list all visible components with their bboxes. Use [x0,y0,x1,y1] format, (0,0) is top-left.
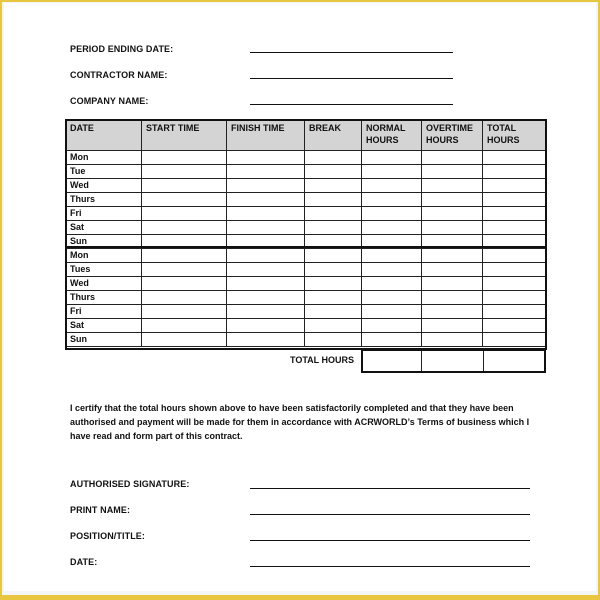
overtime-hours-cell[interactable] [422,165,483,179]
day-cell: Sat [66,221,142,235]
table-row [66,263,547,277]
table-row [66,193,547,207]
total-overtime-hours-cell[interactable] [422,351,483,371]
finish-time-cell[interactable] [227,333,305,347]
table-row [66,333,547,347]
column-header-overtime-hours: OVERTIME HOURS [422,121,483,151]
normal-hours-cell[interactable] [362,291,422,305]
start-time-cell[interactable] [142,165,227,179]
day-cell: Fri [66,207,142,221]
finish-time-cell[interactable] [227,221,305,235]
contractor-name-field[interactable] [250,78,453,79]
period-ending-date-label: PERIOD ENDING DATE: [70,44,174,54]
break-cell[interactable] [305,207,362,221]
week-2-rows [66,249,547,347]
day-cell: Wed [66,277,142,291]
break-cell[interactable] [305,305,362,319]
total-hours-cell[interactable] [483,221,547,235]
table-row [66,305,547,319]
table-row [66,165,547,179]
finish-time-cell[interactable] [227,263,305,277]
normal-hours-cell[interactable] [362,333,422,347]
overtime-hours-cell[interactable] [422,207,483,221]
total-normal-hours-cell[interactable] [363,351,421,371]
day-cell: Fri [66,305,142,319]
break-cell[interactable] [305,165,362,179]
break-cell[interactable] [305,333,362,347]
start-time-cell[interactable] [142,221,227,235]
finish-time-cell[interactable] [227,249,305,263]
overtime-hours-cell[interactable] [422,333,483,347]
overtime-hours-cell[interactable] [422,151,483,165]
total-hours-cell[interactable] [483,319,547,333]
total-hours-cell[interactable] [483,193,547,207]
break-cell[interactable] [305,249,362,263]
position-title-label: POSITION/TITLE: [70,531,145,541]
total-hours-cell[interactable] [483,277,547,291]
date-label: DATE: [70,557,98,567]
day-cell: Sat [66,319,142,333]
week-1-rows [66,151,547,249]
total-hours-cell[interactable] [483,207,547,221]
total-hours-cell[interactable] [483,151,547,165]
table-row [66,207,547,221]
day-cell: Sun [66,235,142,249]
normal-hours-cell[interactable] [362,305,422,319]
column-header-date: DATE [66,121,142,151]
table-row [66,319,547,333]
break-cell[interactable] [305,319,362,333]
table-row [66,179,547,193]
day-cell: Mon [66,249,142,263]
finish-time-cell[interactable] [227,277,305,291]
break-cell[interactable] [305,277,362,291]
overtime-hours-cell[interactable] [422,305,483,319]
finish-time-cell[interactable] [227,193,305,207]
start-time-cell[interactable] [142,263,227,277]
total-total-hours-cell[interactable] [484,351,544,371]
total-hours-cell[interactable] [483,333,547,347]
total-hours-cell[interactable] [483,165,547,179]
overtime-hours-cell[interactable] [422,249,483,263]
finish-time-cell[interactable] [227,291,305,305]
week-divider [65,246,547,248]
finish-time-cell[interactable] [227,319,305,333]
table-row [66,277,547,291]
finish-time-cell[interactable] [227,305,305,319]
normal-hours-cell[interactable] [362,277,422,291]
break-cell[interactable] [305,193,362,207]
start-time-cell[interactable] [142,207,227,221]
break-cell[interactable] [305,263,362,277]
normal-hours-cell[interactable] [362,151,422,165]
company-name-label: COMPANY NAME: [70,96,149,106]
start-time-cell[interactable] [142,277,227,291]
timesheet-table [65,120,547,347]
start-time-cell[interactable] [142,305,227,319]
table-row [66,291,547,305]
start-time-cell[interactable] [142,151,227,165]
print-name-field[interactable] [250,514,530,515]
authorised-signature-label: AUTHORISED SIGNATURE: [70,479,190,489]
start-time-cell[interactable] [142,333,227,347]
total-hours-label: TOTAL HOURS [290,355,355,365]
total-hours-box [361,349,546,373]
table-row [66,221,547,235]
total-hours-cell[interactable] [483,291,547,305]
certification-text: I certify that the total hours shown above to have been satisfactorily completed and that they have been authorised and payment will be made for them in accordance with ACRWORLD’s Terms of business which I have read and form part of this contract. [70,403,530,441]
total-hours-cell[interactable] [483,305,547,319]
day-cell: Wed [66,179,142,193]
normal-hours-cell[interactable] [362,319,422,333]
day-cell: Thurs [66,193,142,207]
table-row [66,151,547,165]
finish-time-cell[interactable] [227,207,305,221]
date-field[interactable] [250,566,530,567]
column-header-finish-time: FINISH TIME [227,121,305,151]
normal-hours-cell[interactable] [362,249,422,263]
normal-hours-cell[interactable] [362,165,422,179]
day-cell: Tue [66,165,142,179]
company-name-field[interactable] [250,104,453,105]
total-hours-cell[interactable] [483,263,547,277]
normal-hours-cell[interactable] [362,207,422,221]
overtime-hours-cell[interactable] [422,221,483,235]
column-header-normal-hours: NORMAL HOURS [362,121,422,151]
column-header-total-hours: TOTAL HOURS [483,121,547,151]
column-header-start-time: START TIME [142,121,227,151]
start-time-cell[interactable] [142,319,227,333]
start-time-cell[interactable] [142,179,227,193]
day-cell: Mon [66,151,142,165]
normal-hours-cell[interactable] [362,179,422,193]
timesheet-page [4,3,596,591]
total-hours-cell[interactable] [483,249,547,263]
table-row [66,249,547,263]
day-cell: Tues [66,263,142,277]
table-header-row [66,121,547,151]
total-hours-cell[interactable] [483,179,547,193]
overtime-hours-cell[interactable] [422,179,483,193]
overtime-hours-cell[interactable] [422,277,483,291]
contractor-name-label: CONTRACTOR NAME: [70,70,168,80]
start-time-cell[interactable] [142,291,227,305]
finish-time-cell[interactable] [227,179,305,193]
period-ending-date-field[interactable] [250,52,453,53]
finish-time-cell[interactable] [227,151,305,165]
authorised-signature-field[interactable] [250,488,530,489]
position-title-field[interactable] [250,540,530,541]
print-name-label: PRINT NAME: [70,505,131,515]
overtime-hours-cell[interactable] [422,291,483,305]
column-header-break: BREAK [305,121,362,151]
break-cell[interactable] [305,179,362,193]
normal-hours-cell[interactable] [362,193,422,207]
normal-hours-cell[interactable] [362,263,422,277]
day-cell: Thurs [66,291,142,305]
break-cell[interactable] [305,221,362,235]
overtime-hours-cell[interactable] [422,319,483,333]
finish-time-cell[interactable] [227,165,305,179]
overtime-hours-cell[interactable] [422,193,483,207]
start-time-cell[interactable] [142,193,227,207]
break-cell[interactable] [305,291,362,305]
normal-hours-cell[interactable] [362,221,422,235]
day-cell: Sun [66,333,142,347]
break-cell[interactable] [305,151,362,165]
overtime-hours-cell[interactable] [422,263,483,277]
start-time-cell[interactable] [142,249,227,263]
